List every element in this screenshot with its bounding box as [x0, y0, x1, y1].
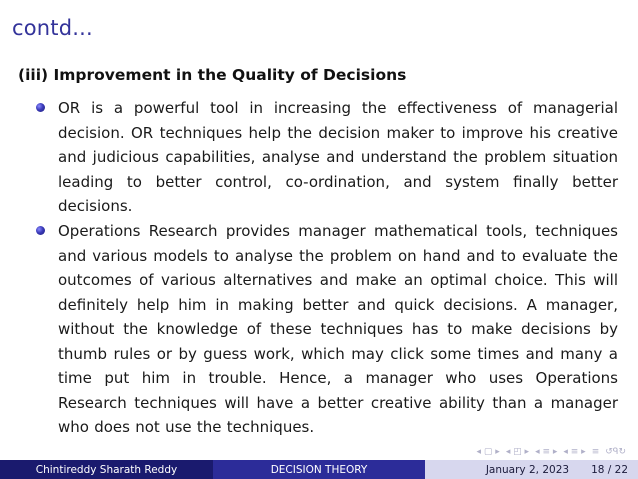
- slide-title: contd...: [12, 16, 93, 40]
- footer-page-number: 18 / 22: [591, 463, 628, 476]
- bullet-icon: [36, 103, 45, 112]
- footer-date: January 2, 2023: [485, 463, 570, 476]
- bullet-item: [36, 219, 618, 439]
- nav-prev-section-icon[interactable]: ◂ ≡ ▸: [535, 447, 558, 457]
- nav-align-icon[interactable]: ≡: [591, 447, 600, 457]
- bullet-text: OR is a powerful tool in increasing the effectiveness of managerial decision. OR techniques help the decision maker to improve his creative and judicious capabilities, analyse and understand the problem situation leading to better control, co-ordination, and system finally better decisions.: [58, 99, 618, 215]
- footer-bar: [0, 460, 638, 479]
- nav-search-icon[interactable]: ↺ᑫ↻: [605, 447, 626, 457]
- bullet-item: [36, 96, 618, 216]
- bullet-icon: [36, 226, 45, 235]
- beamer-navigation: [477, 447, 626, 457]
- nav-next-section-icon[interactable]: ◂ ≡ ▸: [563, 447, 586, 457]
- bullet-text: Operations Research provides manager mathematical tools, techniques and various models to analyse the problem on hand and to evaluate the outcomes of various alternatives and make an optimal choice. This will definitely help him in making better and quick decisions. A manager, without the knowledge of these techniques has to make decisions by thumb rules or by guess work, which may click some times and many a time put him in trouble. Hence, a manager who uses Operations Research techniques will have a better creative ability than a manager who does not use the techniques.: [58, 222, 618, 436]
- footer-author: Chintireddy Sharath Reddy: [0, 460, 213, 479]
- section-heading: (iii) Improvement in the Quality of Decisions: [18, 66, 407, 84]
- footer-course: DECISION THEORY: [213, 460, 425, 479]
- nav-first-icon[interactable]: ◂ ▢ ▸: [476, 447, 500, 457]
- footer-meta: [425, 460, 638, 479]
- nav-prev-frame-icon[interactable]: ◂ ◰ ▸: [505, 447, 530, 457]
